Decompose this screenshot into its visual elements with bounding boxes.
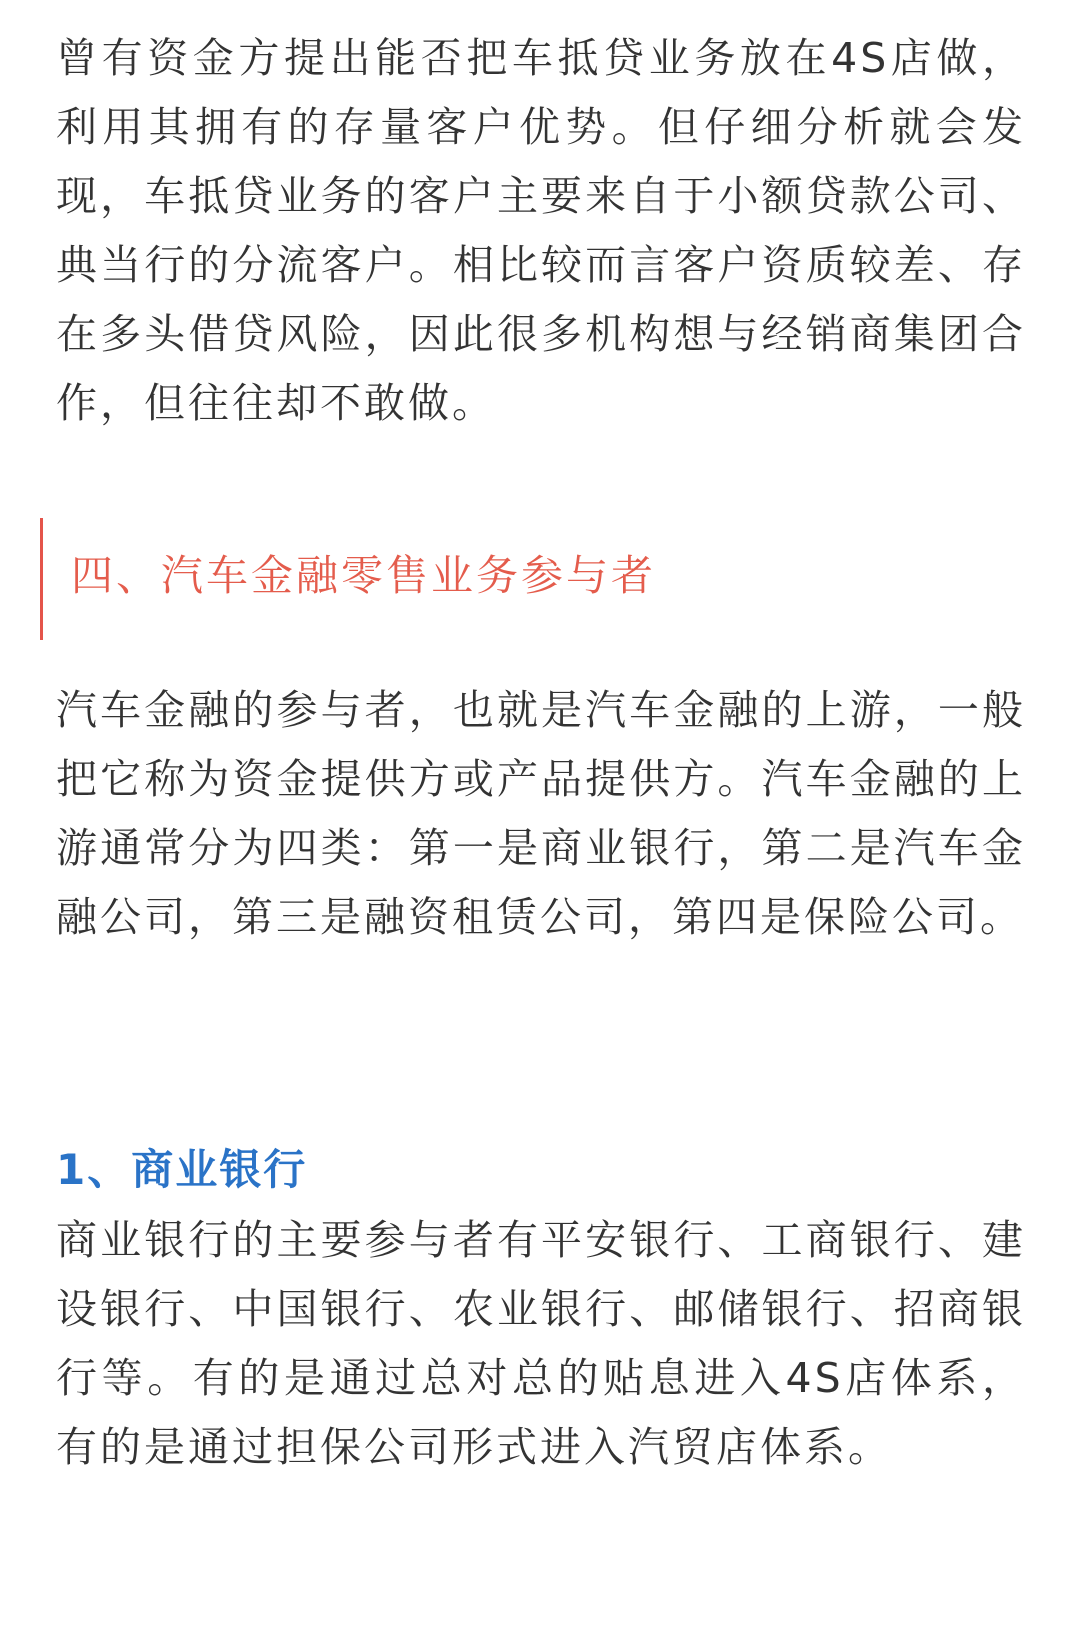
paragraph-participants: 汽车金融的参与者，也就是汽车金融的上游，一般把它称为资金提供方或产品提供方。汽车金融的上游通常分为四类：第一是商业银行，第二是汽车金融公司，第三是融资租赁公司，第四是保险公司。 [56, 686, 1026, 941]
paragraph-commercial-banks: 商业银行的主要参与者有平安银行、工商银行、建设银行、中国银行、农业银行、邮储银行、招商银行等。有的是通过总对总的贴息进入4S店体系，有的是通过担保公司形式进入汽贸店体系。 [56, 1216, 1026, 1471]
sub-heading-commercial-banks: 1、商业银行 [56, 1145, 308, 1194]
section-heading-block [40, 518, 1000, 640]
section-heading-title: 四、汽车金融零售业务参与者 [71, 551, 657, 600]
paragraph-car-mortgage-loans: 曾有资金方提出能否把车抵贷业务放在4S店做，利用其拥有的存量客户优势。但仔细分析就会发现，车抵贷业务的客户主要来自于小额贷款公司、典当行的分流客户。相比较而言客户资质较差、存在多头借贷风险，因此很多机构想与经销商集团合作，但往往却不敢做。 [56, 34, 1026, 427]
